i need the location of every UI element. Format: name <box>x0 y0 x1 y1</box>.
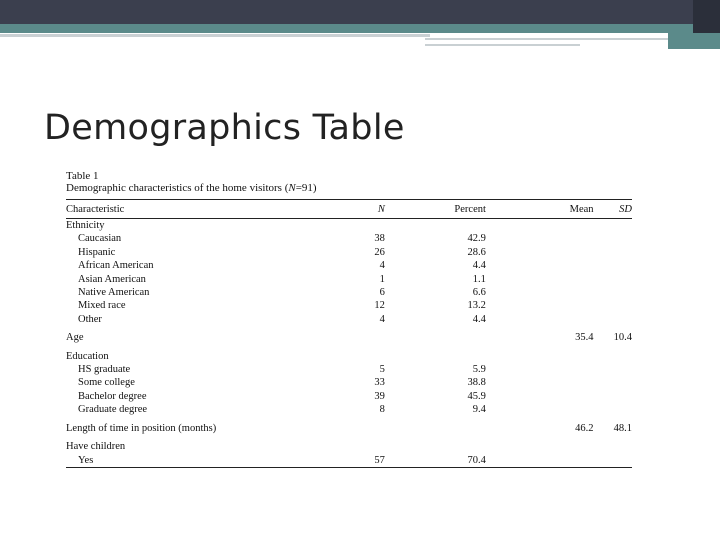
header-characteristic: Characteristic <box>66 200 303 219</box>
row-label: Native American <box>78 287 150 299</box>
row-sd <box>594 435 632 453</box>
row-mean <box>486 390 594 403</box>
row-percent: 13.2 <box>467 300 486 312</box>
header-bar-teal <box>0 24 720 33</box>
row-n <box>303 219 385 233</box>
table-body <box>66 219 632 468</box>
row-mean <box>486 299 594 312</box>
table-row <box>66 345 632 363</box>
row-n: 5 <box>379 364 385 376</box>
row-percent <box>385 345 486 363</box>
header-bar-block <box>693 0 720 33</box>
row-percent: 45.9 <box>467 390 486 402</box>
table-row <box>66 403 632 416</box>
table-subtitle-suffix: =91) <box>295 182 317 194</box>
row-label: Length of time in position (months) <box>66 422 217 434</box>
table-subtitle-n: N <box>288 182 296 194</box>
row-label: HS graduate <box>78 364 131 376</box>
row-label: Caucasian <box>78 233 122 245</box>
row-mean <box>486 435 594 453</box>
table-row <box>66 326 632 344</box>
row-mean: 46.2 <box>575 422 594 434</box>
row-n: 4 <box>379 313 385 325</box>
row-mean <box>486 259 594 272</box>
row-sd <box>594 273 632 286</box>
row-n <box>303 435 385 453</box>
row-sd <box>594 299 632 312</box>
row-mean <box>486 219 594 233</box>
header-percent: Percent <box>385 200 486 219</box>
row-mean <box>486 403 594 416</box>
row-percent: 4.4 <box>472 313 486 325</box>
row-sd <box>594 246 632 259</box>
table-row <box>66 232 632 245</box>
row-mean: 35.4 <box>575 332 594 344</box>
row-mean <box>486 273 594 286</box>
row-label: Graduate degree <box>78 404 148 416</box>
header-rule-1 <box>0 34 430 37</box>
row-percent: 9.4 <box>472 404 486 416</box>
row-sd <box>594 313 632 326</box>
row-mean <box>486 376 594 389</box>
row-label: Other <box>78 313 102 325</box>
table-row <box>66 273 632 286</box>
row-n: 33 <box>374 377 385 389</box>
table-caption: Table 1 <box>66 170 99 182</box>
row-n: 8 <box>379 404 385 416</box>
row-sd <box>594 219 632 233</box>
header-rule-3 <box>425 44 580 46</box>
row-sd <box>594 286 632 299</box>
table-row <box>66 299 632 312</box>
row-sd: 10.4 <box>613 332 632 344</box>
demographics-table <box>66 199 632 468</box>
row-mean <box>486 454 594 468</box>
row-label: Ethnicity <box>66 220 105 231</box>
row-percent: 38.8 <box>467 377 486 389</box>
row-percent: 28.6 <box>467 246 486 258</box>
header-rule-2 <box>425 38 668 40</box>
row-n <box>303 326 385 344</box>
row-label: Age <box>66 332 84 344</box>
row-sd <box>594 454 632 468</box>
row-label: Yes <box>66 454 303 468</box>
header-n-label: N <box>377 204 385 215</box>
row-sd <box>594 376 632 389</box>
table-row <box>66 390 632 403</box>
row-percent <box>385 417 486 435</box>
table-row <box>66 454 632 468</box>
table-header-row <box>66 200 632 219</box>
table-subtitle <box>66 182 634 195</box>
row-percent: 6.6 <box>472 287 486 299</box>
table-row <box>66 417 632 435</box>
row-mean <box>486 246 594 259</box>
row-mean <box>486 345 594 363</box>
row-percent: 70.4 <box>385 454 486 468</box>
row-mean <box>486 286 594 299</box>
table-row <box>66 313 632 326</box>
header-mean: Mean <box>486 200 594 219</box>
table-row <box>66 219 632 233</box>
table-row <box>66 286 632 299</box>
row-n: 4 <box>379 260 385 272</box>
row-label: Asian American <box>78 273 146 285</box>
row-n: 57 <box>303 454 385 468</box>
row-percent: 4.4 <box>472 260 486 272</box>
row-sd <box>594 403 632 416</box>
row-sd <box>594 259 632 272</box>
row-sd <box>594 390 632 403</box>
row-percent: 5.9 <box>472 364 486 376</box>
row-sd <box>594 345 632 363</box>
row-n: 1 <box>379 273 385 285</box>
row-label: Mixed race <box>78 300 126 312</box>
demographics-table-figure <box>66 170 634 468</box>
table-subtitle-prefix: Demographic characteristics of the home visitors ( <box>66 182 289 194</box>
row-mean <box>486 313 594 326</box>
row-mean <box>486 232 594 245</box>
row-n: 26 <box>374 246 385 258</box>
row-n: 6 <box>379 287 385 299</box>
header-sd-label: SD <box>619 204 632 215</box>
header-sd <box>594 200 632 219</box>
row-sd <box>594 232 632 245</box>
row-n: 38 <box>374 233 385 245</box>
row-percent: 42.9 <box>467 233 486 245</box>
table-row <box>66 259 632 272</box>
row-n <box>303 417 385 435</box>
row-label: Some college <box>78 377 135 389</box>
row-mean <box>486 363 594 376</box>
row-n: 12 <box>374 300 385 312</box>
table-row <box>66 376 632 389</box>
row-label: Bachelor degree <box>78 390 147 402</box>
row-n: 39 <box>374 390 385 402</box>
header-n <box>303 200 385 219</box>
row-sd: 48.1 <box>613 422 632 434</box>
header-bar-teal-right <box>668 33 720 49</box>
row-n <box>303 345 385 363</box>
row-percent: 1.1 <box>472 273 486 285</box>
row-label: Hispanic <box>78 246 116 258</box>
row-percent <box>385 326 486 344</box>
table-row <box>66 435 632 453</box>
slide-title: Demographics Table <box>44 108 405 148</box>
row-label: Have children <box>66 441 126 453</box>
table-row <box>66 363 632 376</box>
header-bar-dark <box>0 0 720 24</box>
row-percent <box>385 219 486 233</box>
row-percent <box>385 435 486 453</box>
row-label: African American <box>78 260 154 272</box>
row-sd <box>594 363 632 376</box>
table-row <box>66 246 632 259</box>
row-label: Education <box>66 350 109 362</box>
